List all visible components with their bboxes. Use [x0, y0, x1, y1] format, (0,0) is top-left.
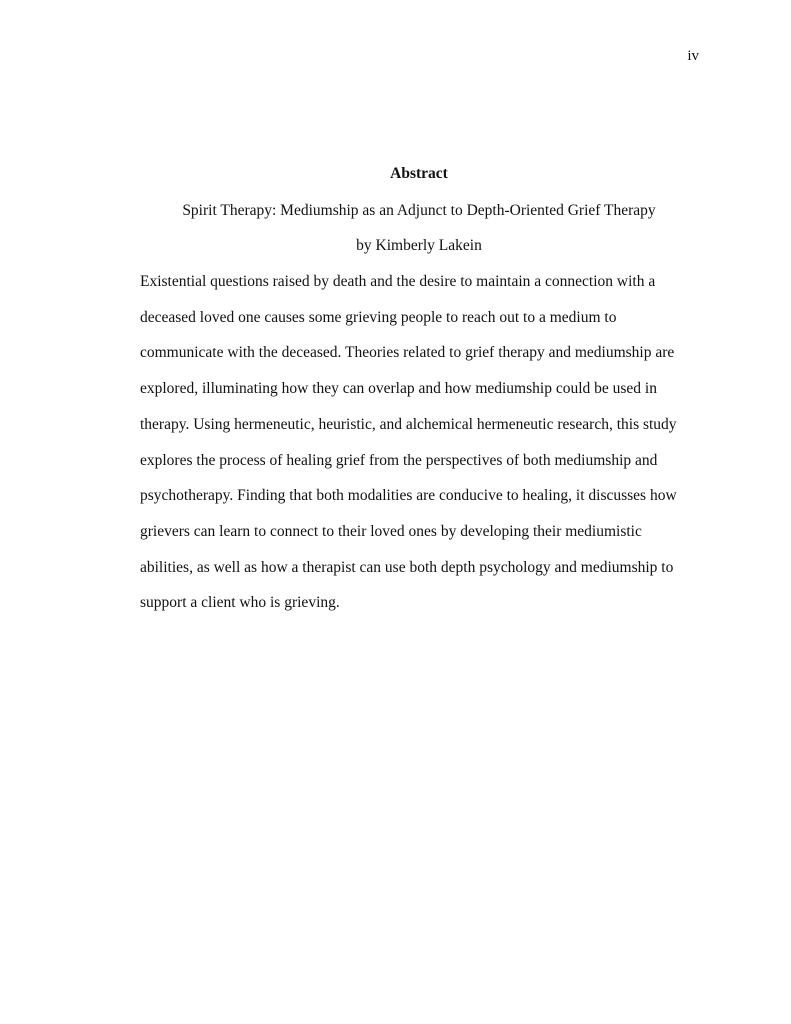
abstract-heading: Abstract — [390, 165, 448, 182]
abstract-body: Existential questions raised by death and the desire to maintain a connection with a deceased loved one causes some grieving people to reach out to a medium to communicate with the deceased. Theories related to grief therapy and mediumship are explored, illuminating how they can overlap and how mediumship could be used in therapy. Using hermeneutic, heuristic, and alchemical hermeneutic research, this study explores the process of healing grief from the perspectives of both mediumship and psychotherapy. Finding that both modalities are conducive to healing, it discusses how grievers can learn to connect to their loved ones by developing their mediumistic abilities, as well as how a therapist can use both depth psychology and mediumship to support a client who is grieving. — [140, 273, 677, 612]
page-number: iv — [687, 48, 699, 64]
author-line: by Kimberly Lakein — [356, 237, 482, 254]
thesis-title: Spirit Therapy: Mediumship as an Adjunct to Depth-Oriented Grief Therapy — [182, 202, 656, 219]
